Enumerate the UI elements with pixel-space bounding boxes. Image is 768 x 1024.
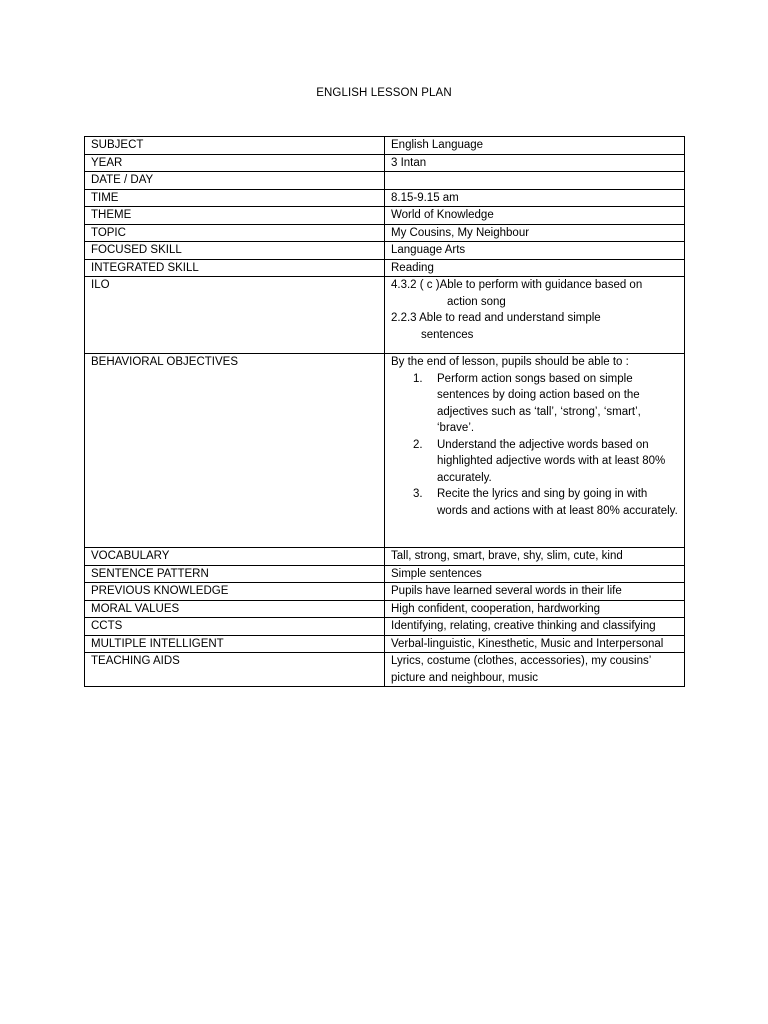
ilo-line-1-continuation: action song xyxy=(447,295,506,308)
row-label: CCTS xyxy=(85,618,385,636)
table-row-previous-knowledge xyxy=(85,583,685,601)
row-value: 3 Intan xyxy=(385,154,685,172)
table-row-ilo xyxy=(85,277,685,354)
objective-number: 2. xyxy=(413,438,423,451)
table-row-subject xyxy=(85,137,685,155)
row-value: Reading xyxy=(385,259,685,277)
row-label: FOCUSED SKILL xyxy=(85,242,385,260)
table-row-time xyxy=(85,189,685,207)
row-label: BEHAVIORAL OBJECTIVES xyxy=(85,354,385,548)
ilo-line-1: 4.3.2 ( c )Able to perform with guidance based on xyxy=(391,279,643,291)
row-label: MULTIPLE INTELLIGENT xyxy=(85,635,385,653)
row-label: TOPIC xyxy=(85,224,385,242)
row-value: Identifying, relating, creative thinking and classifying xyxy=(385,618,685,636)
table-row-theme xyxy=(85,207,685,225)
ilo-line-2: 2.2.3 Able to read and understand simple xyxy=(391,312,601,324)
row-label: MORAL VALUES xyxy=(85,600,385,618)
ilo-value xyxy=(385,277,685,354)
row-label: DATE / DAY xyxy=(85,172,385,190)
row-label: ILO xyxy=(85,277,385,354)
row-value: 8.15-9.15 am xyxy=(385,189,685,207)
table-row-date-day xyxy=(85,172,685,190)
row-value: Simple sentences xyxy=(385,565,685,583)
row-value: Language Arts xyxy=(385,242,685,260)
objective-item xyxy=(413,371,678,437)
row-value: My Cousins, My Neighbour xyxy=(385,224,685,242)
row-value: Lyrics, costume (clothes, accessories), my cousins’ picture and neighbour, music xyxy=(385,653,685,687)
table-row-behavioral-objectives xyxy=(85,354,685,548)
objective-item xyxy=(413,437,678,487)
row-value: Pupils have learned several words in their life xyxy=(385,583,685,601)
row-label: SUBJECT xyxy=(85,137,385,155)
row-value: World of Knowledge xyxy=(385,207,685,225)
table-row-year xyxy=(85,154,685,172)
objective-text: Understand the adjective words based on highlighted adjective words with at least 80% accurately. xyxy=(437,438,666,484)
table-row-sentence-pattern xyxy=(85,565,685,583)
table-row-integrated-skill xyxy=(85,259,685,277)
document-title: ENGLISH LESSON PLAN xyxy=(316,87,452,99)
objective-text: Perform action songs based on simple sentences by doing action based on the adjectives such as ‘tall’, ‘strong’, ‘smart’, ‘brave’. xyxy=(437,372,641,434)
table-row-vocabulary xyxy=(85,548,685,566)
row-label: TEACHING AIDS xyxy=(85,653,385,687)
row-label: TIME xyxy=(85,189,385,207)
row-label: SENTENCE PATTERN xyxy=(85,565,385,583)
row-label: VOCABULARY xyxy=(85,548,385,566)
objective-number: 1. xyxy=(413,372,423,385)
table-row-topic xyxy=(85,224,685,242)
row-label: YEAR xyxy=(85,154,385,172)
objectives-intro: By the end of lesson, pupils should be able to : xyxy=(391,356,629,368)
objective-text: Recite the lyrics and sing by going in with words and actions with at least 80% accurately. xyxy=(437,488,678,517)
table-row-teaching-aids xyxy=(85,653,685,687)
table-row-ccts xyxy=(85,618,685,636)
row-value: Verbal-linguistic, Kinesthetic, Music and Interpersonal xyxy=(385,635,685,653)
objective-number: 3. xyxy=(413,488,423,500)
ilo-line-2-continuation: sentences xyxy=(421,328,474,341)
row-label: PREVIOUS KNOWLEDGE xyxy=(85,583,385,601)
behavioral-objectives-value xyxy=(385,354,685,548)
row-label: INTEGRATED SKILL xyxy=(85,259,385,277)
row-value: English Language xyxy=(385,137,685,155)
table-row-multiple-intelligent xyxy=(85,635,685,653)
objectives-list xyxy=(391,371,678,520)
row-value xyxy=(385,172,685,190)
row-label: THEME xyxy=(85,207,385,225)
lesson-plan-table xyxy=(84,136,685,687)
objective-item xyxy=(413,486,678,519)
row-value: High confident, cooperation, hardworking xyxy=(385,600,685,618)
row-value: Tall, strong, smart, brave, shy, slim, cute, kind xyxy=(385,548,685,566)
table-row-moral-values xyxy=(85,600,685,618)
table-row-focused-skill xyxy=(85,242,685,260)
